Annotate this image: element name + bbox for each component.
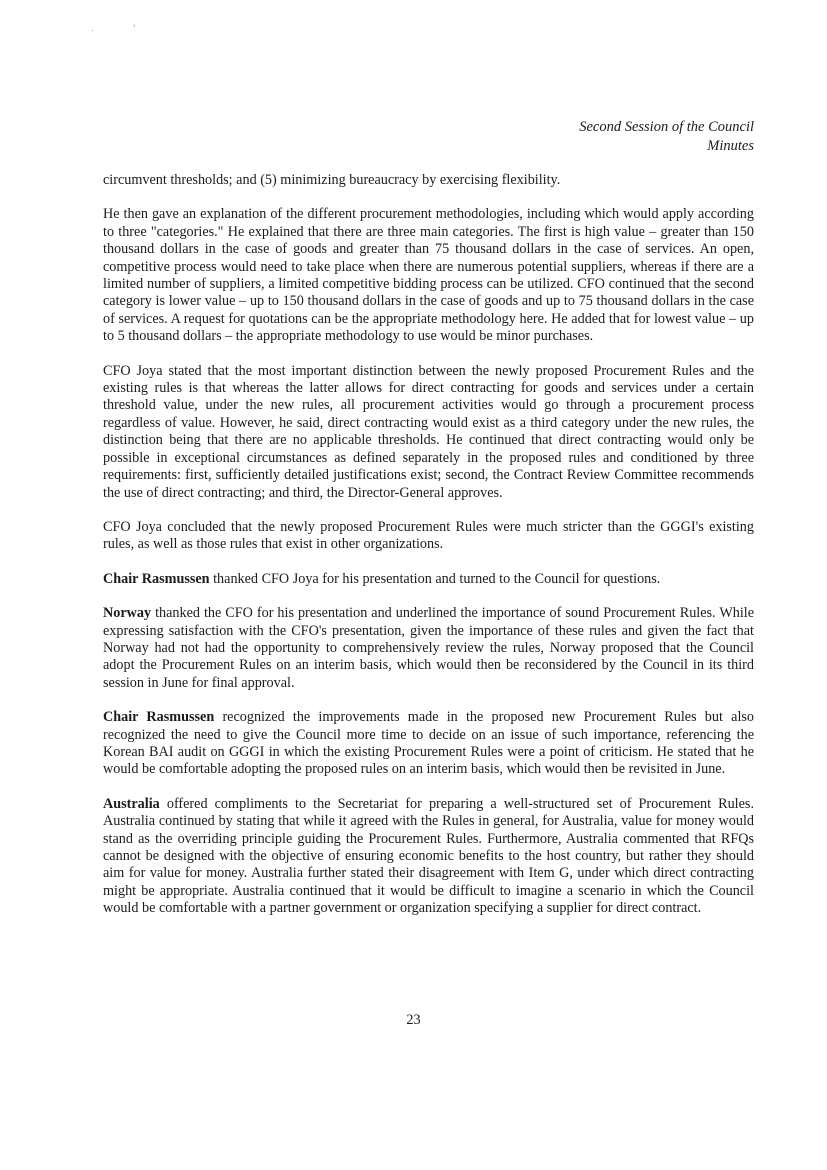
paragraph	[103, 605, 754, 692]
paragraph	[103, 796, 754, 918]
page-number: 23	[406, 1012, 421, 1028]
speaker-name: Australia	[103, 795, 160, 812]
running-header	[579, 118, 754, 155]
scan-mark: .	[91, 24, 94, 34]
header-session-title: Second Session of the Council	[579, 119, 754, 135]
paragraph-text: offered compliments to the Secretariat for preparing a well-structured set of Procurement Rules. Australia continued by stating that while it agreed with the Rules in general, for Australia, value for money would stand as the overriding principle guiding the Procurement Rules. Furthermore, Australia commented that RFQs cannot be designed with the objective of ensuring economic benefits to the host country, but rather they should aim for value for money. Australia further stated their disagreement with Item G, under which direct contracting might be appropriate. Australia continued that it would be difficult to imagine a scenario in which the Council would be comfortable with a partner government or organization specifying a supplier for direct contract.	[103, 795, 754, 917]
scan-mark: '	[133, 24, 136, 34]
minutes-body	[103, 172, 754, 935]
paragraph-text: recognized the improvements made in the proposed new Procurement Rules but also recognized the need to give the Council more time to decide on an issue of such importance, referencing the Korean BAI audit on GGGI in which the existing Procurement Rules were a point of criticism. He stated that he would be comfortable adopting the proposed rules on an interim basis, which would then be revisited in June.	[103, 709, 755, 778]
paragraph	[103, 519, 754, 554]
paragraph-text: thanked CFO Joya for his presentation and turned to the Council for questions.	[209, 570, 661, 587]
paragraph-text: thanked the CFO for his presentation and underlined the importance of sound Procurement Rules. While expressing satisfaction with the CFO's presentation, given the importance of these rules and given the fact that Norway had not had the opportunity to comprehensively review the rules, Norway proposed that the Council adopt the Procurement Rules on an interim basis, which would then be reconsidered by the Council in its third session in June for final approval.	[103, 605, 754, 691]
paragraph-text: CFO Joya concluded that the newly proposed Procurement Rules were much stricter than the GGGI's existing rules, as well as those rules that exist in other organizations.	[103, 518, 754, 553]
paragraph-text: circumvent thresholds; and (5) minimizing bureaucracy by exercising flexibility.	[103, 172, 561, 188]
speaker-name: Chair Rasmussen	[103, 709, 215, 726]
paragraph	[103, 363, 754, 502]
paragraph-text: He then gave an explanation of the different procurement methodologies, including which would apply according to three "categories." He explained that there are three main categories. The first is high value – greater than 150 thousand dollars in the case of goods and greater than 75 thousand dollars in the case of services. An open, competitive process would need to take place when there are numerous potential suppliers, whereas if there are a limited number of suppliers, a limited competitive bidding process can be utilized. CFO continued that the second category is lower value – up to 150 thousand dollars in the case of goods and up to 75 thousand dollars in the case of services. A request for quotations can be the appropriate methodology here. He added that for lowest value – up to 5 thousand dollars – the appropriate methodology to use would be minor purchases.	[103, 206, 754, 345]
paragraph-text: CFO Joya stated that the most important distinction between the newly proposed Procurement Rules and the existing rules is that whereas the latter allows for direct contracting for goods and services under a certain threshold value, under the new rules, all procurement activities would go through a procurement process regardless of value. However, he said, direct contracting would exist as a third category under the new rules, the distinction being that there are no applicable thresholds. He continued that direct contracting would only be possible in exceptional circumstances as defined separately in the proposed rules and conditioned by three requirements: first, sufficiently detailed justifications exist; second, the Contract Review Committee recommends the use of direct contracting; and third, the Director-General approves.	[103, 362, 754, 501]
paragraph	[103, 206, 754, 345]
paragraph	[103, 709, 754, 779]
header-minutes-label: Minutes	[707, 137, 754, 154]
speaker-name: Chair Rasmussen	[103, 570, 210, 587]
paragraph	[103, 571, 754, 588]
paragraph	[103, 172, 754, 189]
speaker-name: Norway	[103, 605, 152, 622]
